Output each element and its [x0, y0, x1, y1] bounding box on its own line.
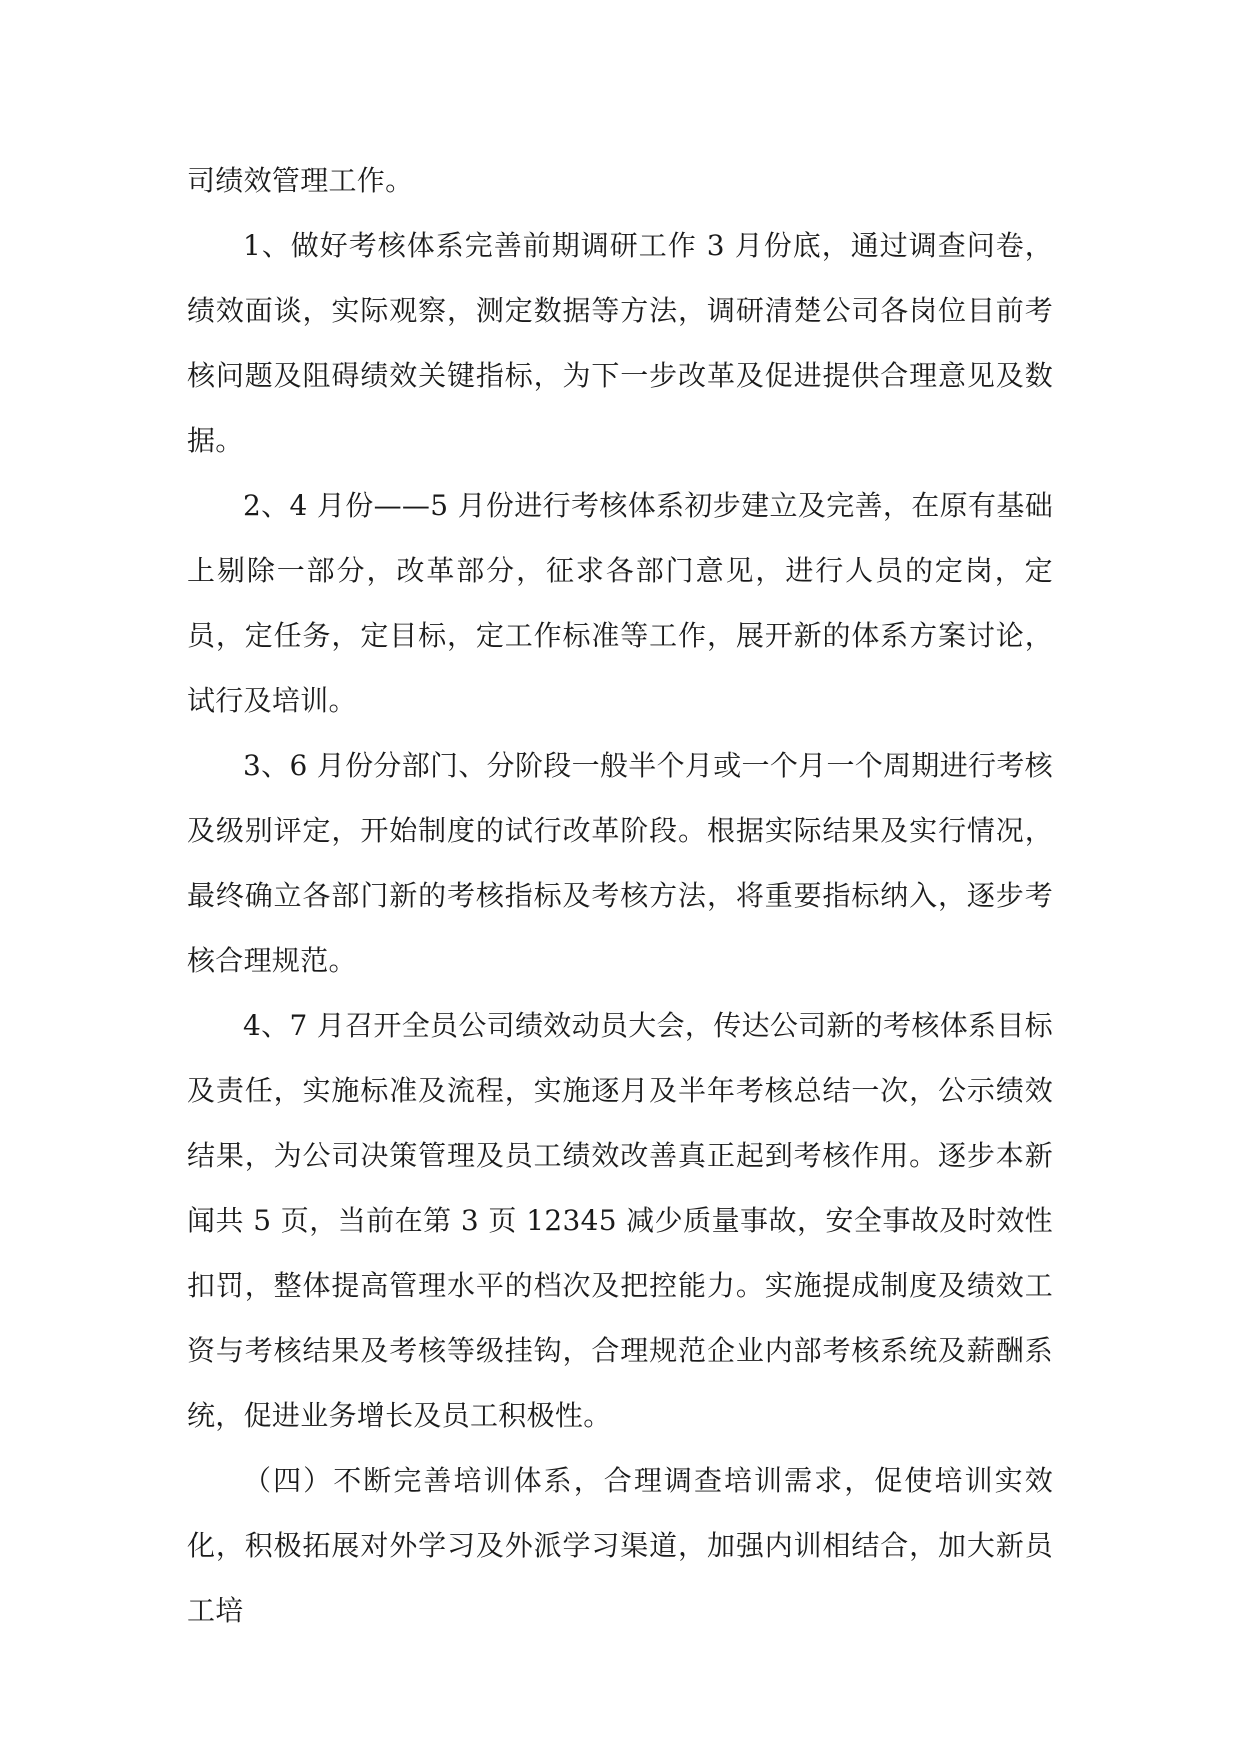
- paragraph-continuation: 司绩效管理工作。: [187, 164, 414, 197]
- paragraph-item-2: 2、4 月份——5 月份进行考核体系初步建立及完善，在原有基础上剔除一部分，改革部分，征求各部门意见，进行人员的定岗，定员，定任务，定目标，定工作标准等工作，展开新的体系方案讨论，试行及培训。: [187, 489, 1053, 717]
- paragraph-item-1: 1、做好考核体系完善前期调研工作 3 月份底，通过调查问卷，绩效面谈，实际观察，测定数据等方法，调研清楚公司各岗位目前考核问题及阻碍绩效关键指标，为下一步改革及促进提供合理意见及数据。: [187, 229, 1053, 457]
- paragraph-section-4: （四）不断完善培训体系，合理调查培训需求，促使培训实效化，积极拓展对外学习及外派学习渠道，加强内训相结合，加大新员工培: [187, 1464, 1053, 1627]
- document-body: [187, 148, 1053, 1643]
- paragraph-item-4: 4、7 月召开全员公司绩效动员大会，传达公司新的考核体系目标及责任，实施标准及流程，实施逐月及半年考核总结一次，公示绩效结果，为公司决策管理及员工绩效改善真正起到考核作用。逐步本新闻共 5 页，当前在第 3 页 12345 减少质量事故，安全事故及时效性扣罚，整体提高管理水平的档次及把控能力。实施提成制度及绩效工资与考核结果及考核等级挂钩，合理规范企业内部考核系统及薪酬系统，促进业务增长及员工积极性。: [187, 1009, 1053, 1432]
- paragraph-item-3: 3、6 月份分部门、分阶段一般半个月或一个月一个周期进行考核及级别评定，开始制度的试行改革阶段。根据实际结果及实行情况，最终确立各部门新的考核指标及考核方法，将重要指标纳入，逐步考核合理规范。: [187, 749, 1053, 977]
